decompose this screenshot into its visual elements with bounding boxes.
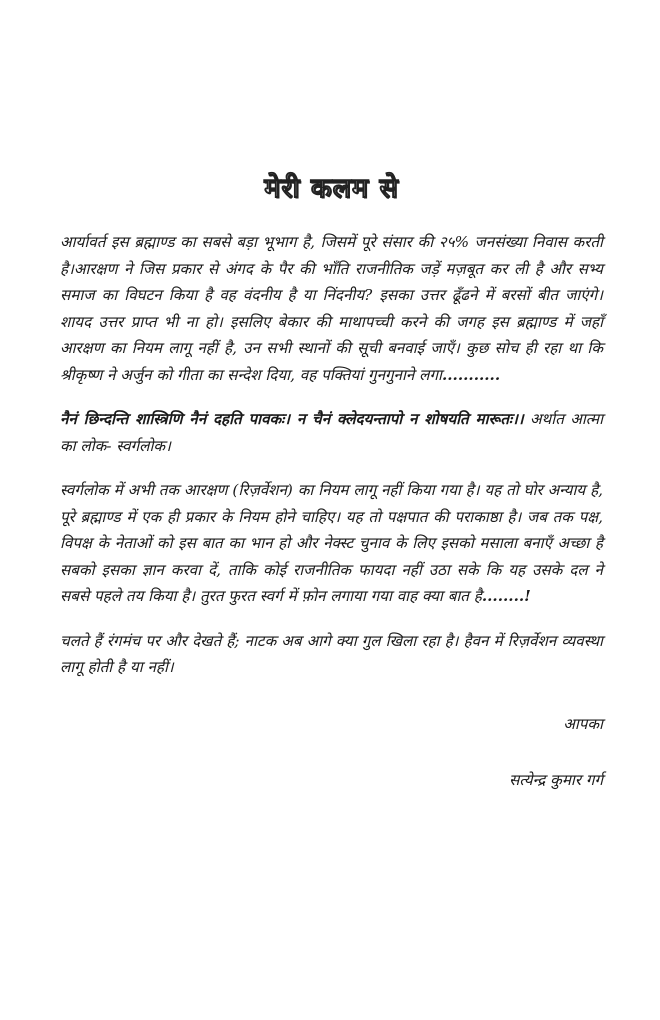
paragraph-intro-ellipsis: ........... xyxy=(441,365,501,384)
paragraph-shloka xyxy=(60,406,603,459)
document-page xyxy=(60,168,603,793)
paragraph-closing: चलते हैं रंगमंच पर और देखते हैं; नाटक अब आगे क्या गुल खिला रहा है। हैवन में रिज़र्वेशन व्यवस्था लागू होती है या नहीं। xyxy=(60,631,603,676)
page-title: मेरी कलम से xyxy=(264,173,399,204)
author-name: सत्येन्द्र कुमार गर्ग xyxy=(509,770,603,789)
paragraph-intro xyxy=(60,229,603,388)
paragraph-intro-text: आर्यावर्त इस ब्रह्माण्ड का सबसे बड़ा भूभाग है, जिसमें पूरे संसार की २५% जनसंख्या निवास करती है।आरक्षण ने जिस प्रकार से अंगद के पैर की भाँति राजनीतिक जड़ें मज़बूत कर ली है और सभ्य समाज का विघटन किया है वह वंदनीय है या निंदनीय? इसका उत्तर ढूँढने में बरसों बीत जाएंगे। शायद उत्तर प्राप्त भी ना हो। इसलिए बेकार की माथापच्ची करने की जगह इस ब्रह्माण्ड में जहाँ आरक्षण का नियम लागू नहीं है, उन सभी स्थानों की सूची बनवाई जाएँ। कुछ सोच ही रहा था कि श्रीकृष्ण ने अर्जुन को गीता का सन्देश दिया, वह पक्तियां गुनगुनाने लगा xyxy=(60,233,603,384)
paragraph-swarglok xyxy=(60,477,603,610)
paragraph-swarglok-text: स्वर्गलोक में अभी तक आरक्षण (रिज़र्वेशन) का नियम लागू नहीं किया गया है। यह तो घोर अन्याय है, पूरे ब्रह्माण्ड में एक ही प्रकार के नियम होने चाहिए। यह तो पक्षपात की पराकाष्ठा है। जब तक पक्ष, विपक्ष के नेताओं को इस बात का भान हो और नेक्स्ट चुनाव के लिए इसको मसाला बनाएँ अच्छा है सबको इसका ज्ञान करवा दें, ताकि कोई राजनीतिक फायदा नहीं उठा सके कि यह उसके दल ने सबसे पहले तय किया है। तुरत फुरत स्वर्ग में फ़ोन लगाया गया वाह क्या बात है xyxy=(60,481,603,605)
closing-salutation: आपका xyxy=(563,714,603,733)
shloka-meaning: अर्थात आत्मा का लोक- स्वर्गलोक। xyxy=(60,410,604,455)
shloka-text: नैनं छिन्दन्ति शास्त्रिणि नैनं दहति पावकः। न चैनं क्लेदयन्तापो न शोषयति मारूतः।। xyxy=(60,410,524,428)
paragraph-swarglok-ellipsis: ........! xyxy=(481,587,531,605)
